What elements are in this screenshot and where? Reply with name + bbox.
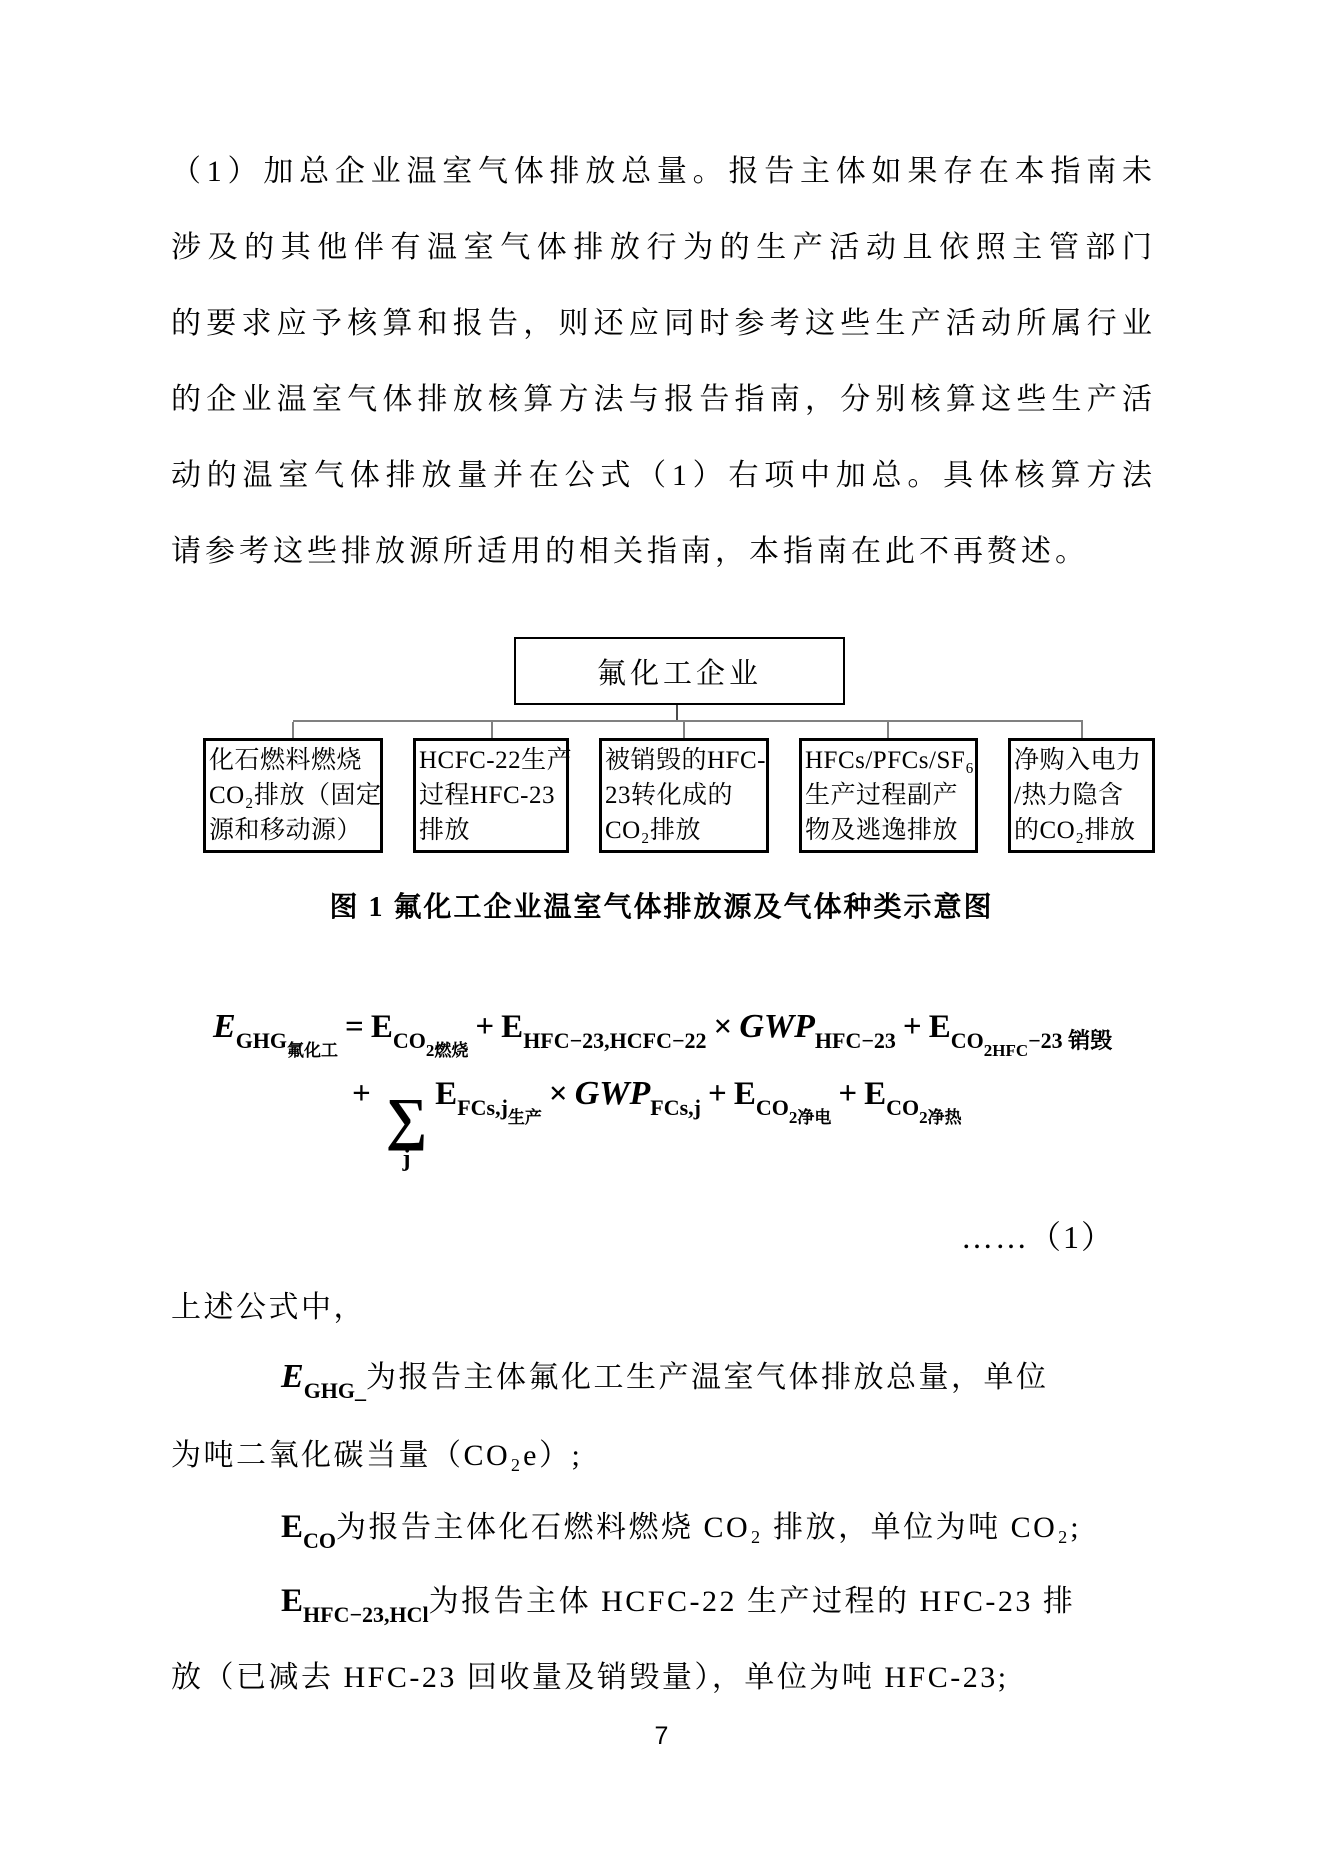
figure-box-line: HFCs/PFCs/SF₆ [805, 747, 975, 774]
formula-token: E [501, 1009, 524, 1045]
figure-source-box [1008, 738, 1155, 853]
formula-token: HFC−23 [814, 1028, 896, 1053]
formula-token: CO [303, 1528, 337, 1553]
formula-token: E [864, 1076, 887, 1112]
definition-line [281, 1576, 1075, 1628]
formula-token: GHG_ [303, 1378, 367, 1403]
formula-token: 2 [788, 1108, 798, 1127]
formula-token: E [281, 1358, 304, 1395]
figure-box-line: 被销毁的HFC- [605, 747, 766, 774]
body-paragraph [171, 134, 1152, 590]
formula-token: × [548, 1076, 568, 1112]
figure-box-line: 排放 [419, 817, 471, 844]
connector-stub [292, 722, 294, 738]
formula-token: E [281, 1509, 304, 1545]
figure-source-box [413, 738, 573, 853]
equation-line-2 [213, 1075, 1178, 1172]
paragraph-line: 请参考这些排放源所适用的相关指南，本指南在此不再赘述。 [171, 535, 1089, 568]
equation-1 [213, 1008, 1178, 1172]
formula-token: 2 [919, 1108, 928, 1127]
connector-stub [1081, 722, 1083, 738]
formula-token: CO [392, 1028, 426, 1053]
paragraph-line: 动的温室气体排放量并在公式（1）右项中加总。具体核算方法 [171, 459, 1152, 492]
formula-token: 为报告主体氟化工生产温室气体排放总量，单位 [366, 1361, 1049, 1394]
formula-token: 为吨二氧化碳当量（CO₂e）; [171, 1439, 583, 1472]
formula-token: E [733, 1076, 756, 1112]
formula-token: CO [755, 1095, 789, 1120]
formula-token: E [928, 1009, 951, 1045]
formula-token: GHG [235, 1028, 288, 1053]
definitions-intro: 上述公式中， [171, 1291, 366, 1324]
figure-source-box [203, 738, 383, 853]
formula-token: FCs,j [457, 1095, 508, 1120]
formula-token: GWP [739, 1008, 815, 1045]
figure-box-line: 净购入电力 [1014, 747, 1142, 774]
figure-1-flowchart [0, 630, 1323, 865]
formula-token: −23 销毁 [1028, 1028, 1113, 1053]
definition-line [281, 1352, 1049, 1404]
equation-line-1 [213, 1008, 1178, 1061]
formula-token: 为报告主体化石燃料燃烧 CO₂ 排放，单位为吨 CO₂; [336, 1511, 1082, 1544]
connector-stub [683, 722, 685, 738]
formula-token: 2 [425, 1041, 435, 1060]
formula-token: = [345, 1009, 364, 1045]
formula-token: CO [950, 1028, 984, 1053]
formula-token: 净热 [927, 1108, 962, 1127]
connector-stub [491, 722, 493, 738]
formula-token: HFC−23,HCFC−22 [523, 1028, 707, 1053]
formula-token: 净电 [797, 1108, 832, 1127]
figure-box-line: 过程HFC-23 [419, 782, 555, 809]
figure-box-line: 生产过程副产 [805, 782, 959, 809]
paragraph-line: （1）加总企业温室气体排放总量。报告主体如果存在本指南未 [171, 155, 1152, 188]
paragraph-line: 涉及的其他伴有温室气体排放行为的生产活动且依照主管部门 [171, 231, 1152, 264]
figure-box-line: 的CO₂排放 [1014, 817, 1136, 844]
figure-box-line: 化石燃料燃烧 [209, 747, 363, 774]
formula-token: + [902, 1009, 922, 1045]
figure-root-box [514, 637, 845, 705]
connector-horizontal [293, 720, 1083, 722]
figure-box-line: 源和移动源） [209, 817, 363, 844]
definition-line [281, 1502, 1081, 1554]
figure-source-box [599, 738, 769, 853]
paragraph-line: 的要求应予核算和报告，则还应同时参考这些生产活动所属行业 [171, 307, 1152, 340]
formula-token: E [435, 1076, 458, 1112]
formula-token: E [213, 1008, 236, 1045]
connector-root-drop [676, 705, 678, 720]
formula-token: CO [886, 1095, 920, 1120]
formula-token: 放（已减去 HFC-23 回收量及销毁量），单位为吨 HFC-23; [171, 1661, 1009, 1694]
formula-token: 2 [983, 1041, 993, 1060]
formula-token: + [838, 1076, 858, 1112]
figure-box-line: 物及逃逸排放 [805, 817, 959, 844]
equation-number: ……（1） [960, 1219, 1115, 1255]
formula-token: FCs,j [650, 1095, 701, 1120]
figure-source-box [799, 738, 978, 853]
paragraph-line: 的企业温室气体排放核算方法与报告指南，分别核算这些生产活 [171, 383, 1152, 416]
page-number: 7 [654, 1722, 669, 1750]
formula-token: HFC [992, 1041, 1029, 1060]
figure-root-label: 氟化工企业 [596, 657, 762, 690]
formula-token: × [713, 1009, 733, 1045]
sum-symbol: ∑ j [385, 1086, 428, 1172]
formula-token: + [475, 1009, 495, 1045]
figure-box-line: /热力隐含 [1014, 782, 1124, 809]
formula-token: HFC−23,HCl [303, 1602, 429, 1627]
formula-token: + [708, 1076, 727, 1112]
definition-line [171, 1430, 582, 1474]
figure-box-line: CO₂排放 [605, 817, 701, 844]
figure-caption: 图 1 氟化工企业温室气体排放源及气体种类示意图 [329, 892, 994, 923]
definition-line [171, 1652, 1009, 1696]
formula-token: GWP [574, 1075, 651, 1112]
figure-box-line: 23转化成的 [605, 782, 734, 809]
formula-token: + [352, 1076, 371, 1112]
formula-token: E [370, 1009, 393, 1045]
figure-box-line: CO₂排放（固定 [209, 782, 382, 809]
formula-token: E [281, 1583, 304, 1619]
formula-token: 为报告主体 HCFC-22 生产过程的 HFC-23 排 [428, 1585, 1076, 1618]
formula-token: 氟化工 [287, 1041, 339, 1060]
formula-token: 燃烧 [434, 1041, 469, 1060]
figure-box-line: HCFC-22生产 [419, 747, 573, 774]
formula-token: 生产 [507, 1108, 542, 1127]
connector-stub [887, 722, 889, 738]
